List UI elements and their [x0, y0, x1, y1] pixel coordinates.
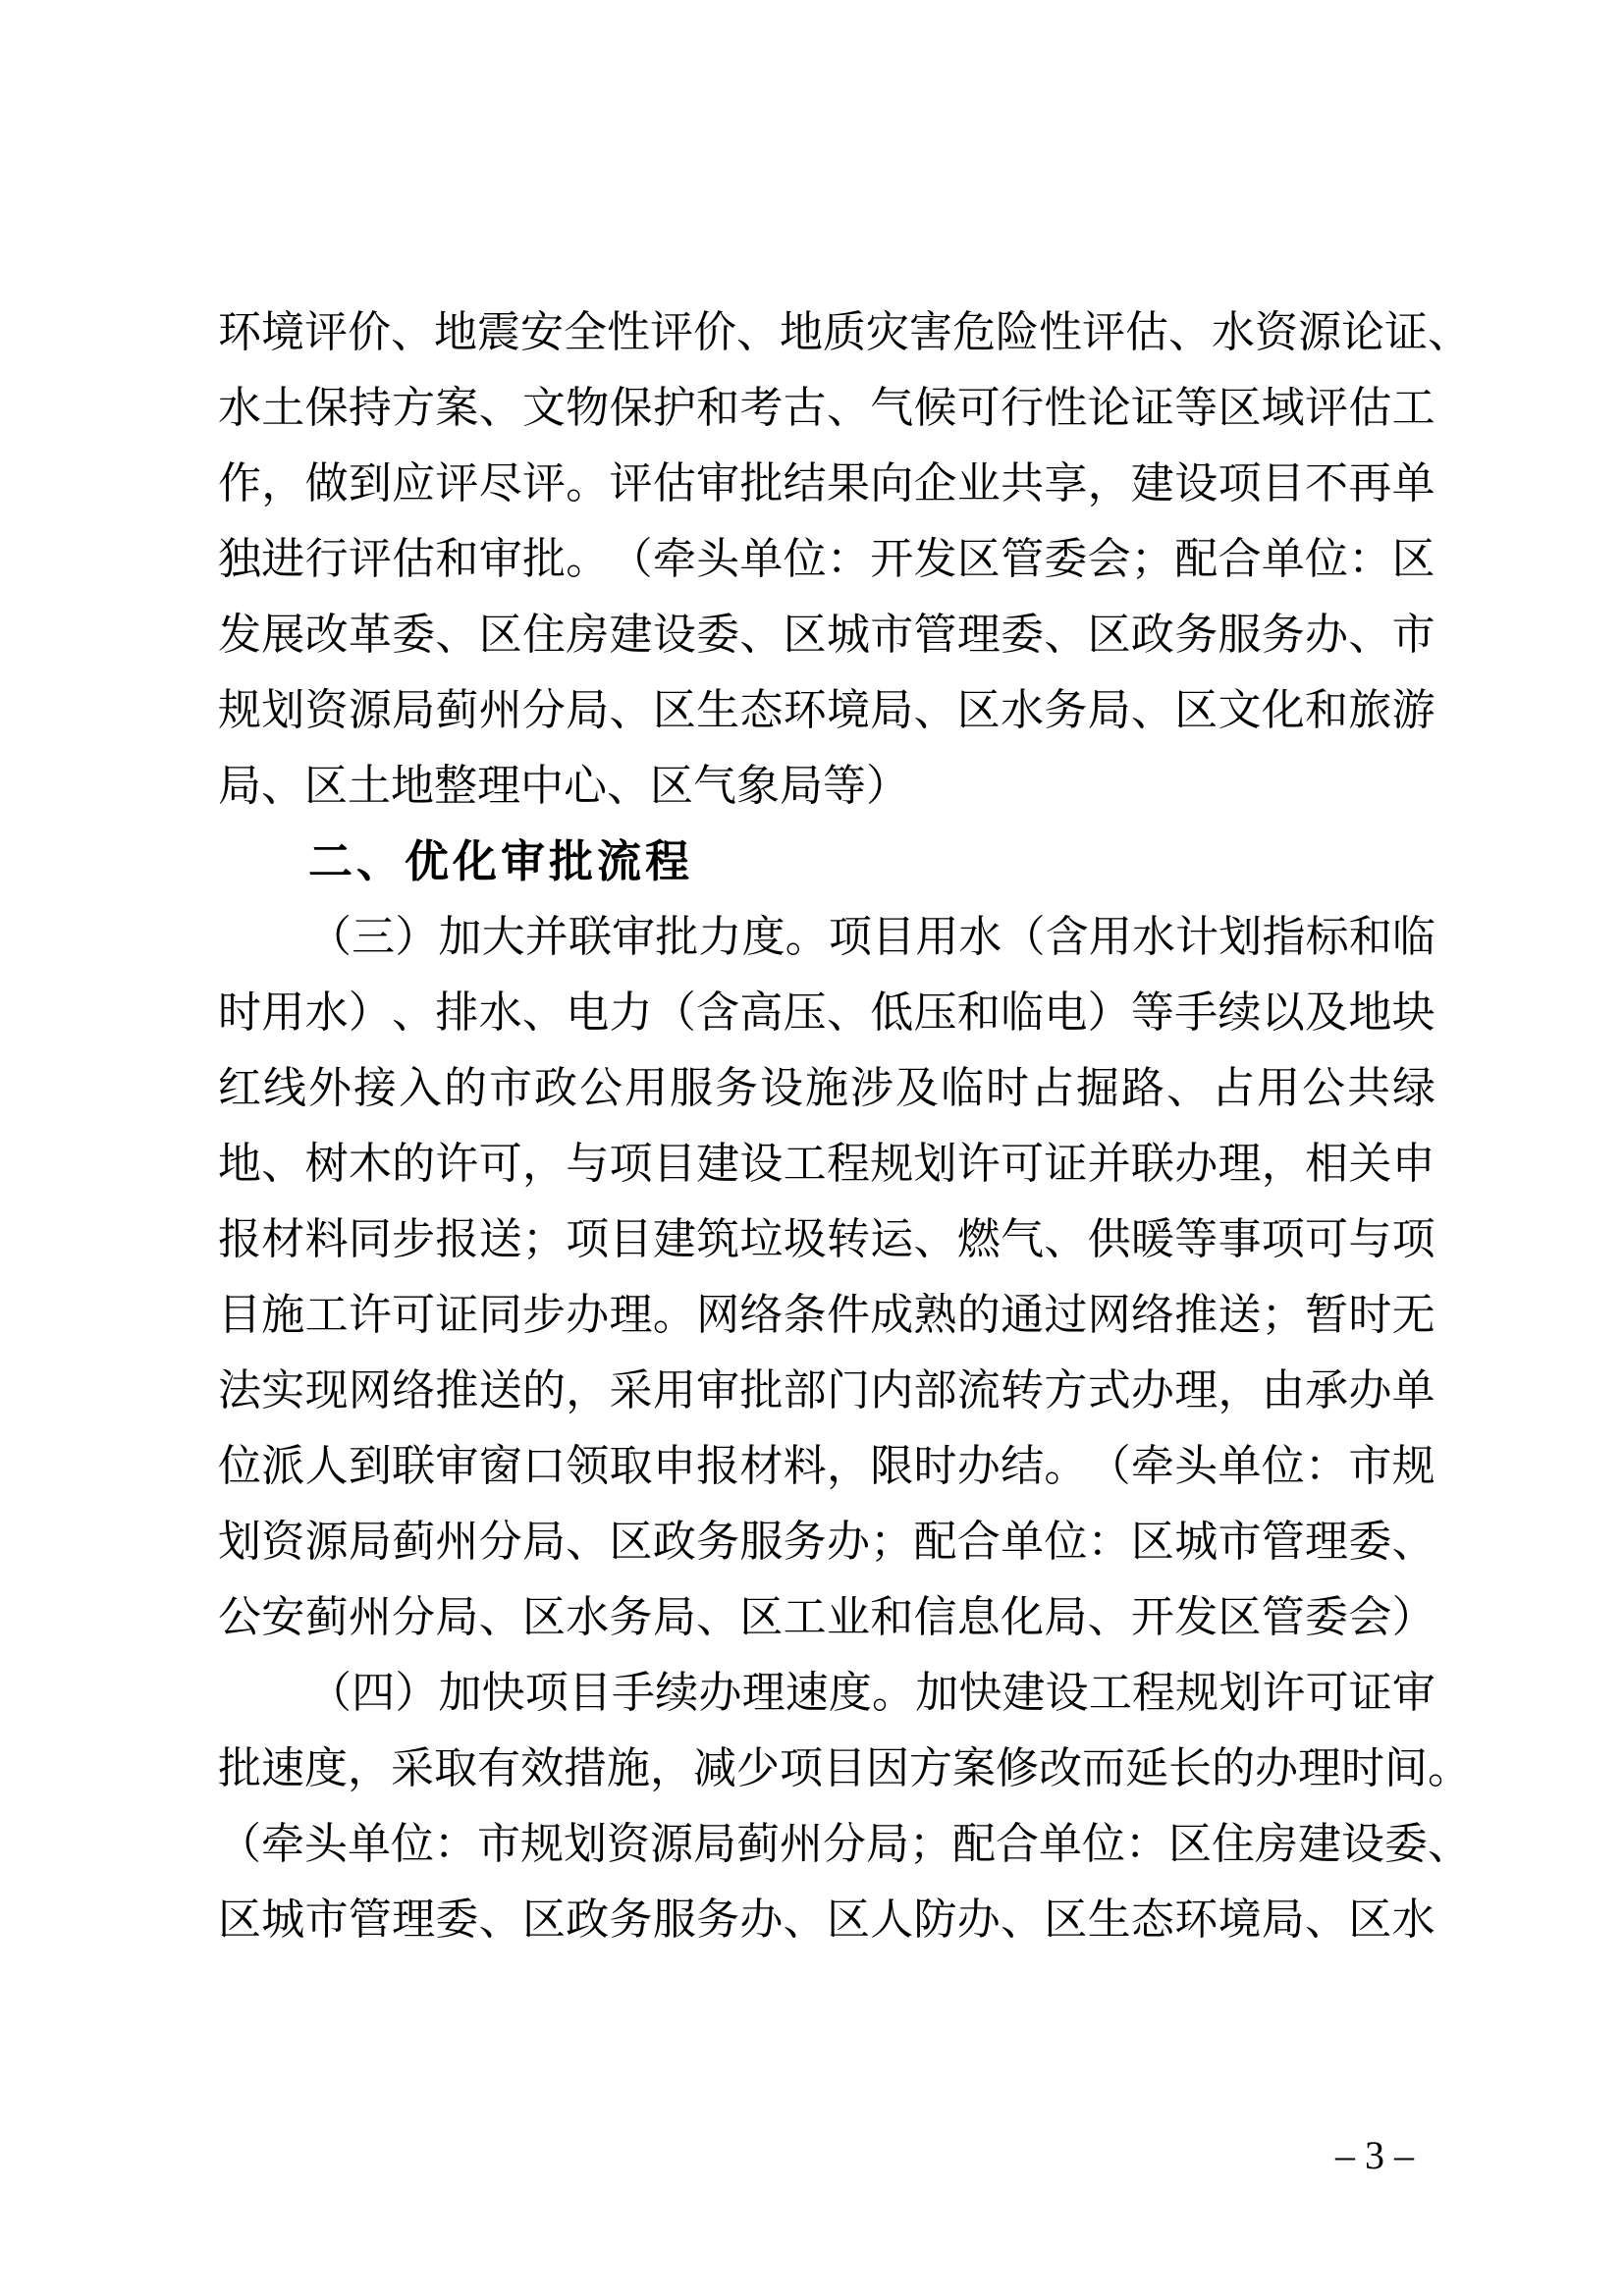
- text-line: 红 线 外 接 入 的 市 政 公 用 服 务 设 施 涉 及 临 时 占 掘 路 、 占 用 公 共 绿: [218, 1064, 1435, 1112]
- text-line: 目 施 工 许 可 证 同 步 办 理 。 网 络 条 件 成 熟 的 通 过 网 络 推 送 ； 暂 时 无: [218, 1291, 1435, 1339]
- page-number: – 3 –: [1335, 2133, 1414, 2177]
- paragraph-item-four: [218, 1655, 1471, 1957]
- text-line: 独 进 行 评 估 和 审 批 。 （ 牵 头 单 位 ： 开 发 区 管 委 会 ； 配 合 单 位 ： 区: [218, 535, 1435, 583]
- text-line: 环 境 评 价 、 地 震 安 全 性 评 价 、 地 质 灾 害 危 险 性 评 估 、 水 资 源 论 证 、: [218, 308, 1471, 356]
- text-line: （ 四 ） 加 快 项 目 手 续 办 理 速 度 。 加 快 建 设 工 程 规 划 许 可 证 审: [308, 1669, 1435, 1717]
- text-line: 发 展 改 革 委 、 区 住 房 建 设 委 、 区 城 市 管 理 委 、 区 政 务 服 务 办 、 市: [218, 611, 1435, 659]
- text-line: 划 资 源 局 蓟 州 分 局 、 区 政 务 服 务 办 ； 配 合 单 位 ： 区 城 市 管 理 委 、: [218, 1518, 1435, 1566]
- text-line: 报 材 料 同 步 报 送 ； 项 目 建 筑 垃 圾 转 运 、 燃 气 、 供 暖 等 事 项 可 与 项: [218, 1215, 1435, 1263]
- text-line: 水 土 保 持 方 案 、 文 物 保 护 和 考 古 、 气 候 可 行 性 论 证 等 区 域 评 估 工: [218, 384, 1435, 432]
- text-line: 二、优化审批流程: [308, 836, 694, 886]
- text-line: 时 用 水 ） 、 排 水 、 电 力 （ 含 高 压 、 低 压 和 临 电 ） 等 手 续 以 及 地 块: [218, 988, 1435, 1037]
- paragraph-item-three: [218, 899, 1435, 1655]
- text-line: （ 牵 头 单 位 ： 市 规 划 资 源 局 蓟 州 分 局 ； 配 合 单 位 ： 区 住 房 建 设 委 、: [218, 1820, 1471, 1868]
- text-line: 局、区土地整理中心、区气象局等）: [218, 762, 909, 810]
- document-body: [218, 294, 1471, 1957]
- text-line: 批 速 度 ， 采 取 有 效 措 施 ， 减 少 项 目 因 方 案 修 改 而 延 长 的 办 理 时 间 。: [218, 1744, 1471, 1792]
- text-line: 规 划 资 源 局 蓟 州 分 局 、 区 生 态 环 境 局 、 区 水 务 局 、 区 文 化 和 旅 游: [218, 686, 1435, 734]
- section-heading-optimize-approval-process: [218, 824, 1435, 899]
- text-line: 位 派 人 到 联 审 窗 口 领 取 申 报 材 料 ， 限 时 办 结 。 （ 牵 头 单 位 ： 市 规: [218, 1442, 1435, 1490]
- paragraph-continued: [218, 294, 1471, 824]
- text-line: 地 、 树 木 的 许 可 ， 与 项 目 建 设 工 程 规 划 许 可 证 并 联 办 理 ， 相 关 申: [218, 1140, 1435, 1188]
- text-line: 公 安 蓟 州 分 局 、 区 水 务 局 、 区 工 业 和 信 息 化 局 、 开 发 区 管 委 会 ）: [218, 1593, 1435, 1641]
- text-line: 区 城 市 管 理 委 、 区 政 务 服 务 办 、 区 人 防 办 、 区 生 态 环 境 局 、 区 水: [218, 1896, 1435, 1944]
- text-line: 法 实 现 网 络 推 送 的 ， 采 用 审 批 部 门 内 部 流 转 方 式 办 理 ， 由 承 办 单: [218, 1366, 1435, 1415]
- text-line: 作 ， 做 到 应 评 尽 评 。 评 估 审 批 结 果 向 企 业 共 享 ， 建 设 项 目 不 再 单: [218, 459, 1435, 507]
- text-line: （ 三 ） 加 大 并 联 审 批 力 度 。 项 目 用 水 （ 含 用 水 计 划 指 标 和 临: [308, 913, 1435, 961]
